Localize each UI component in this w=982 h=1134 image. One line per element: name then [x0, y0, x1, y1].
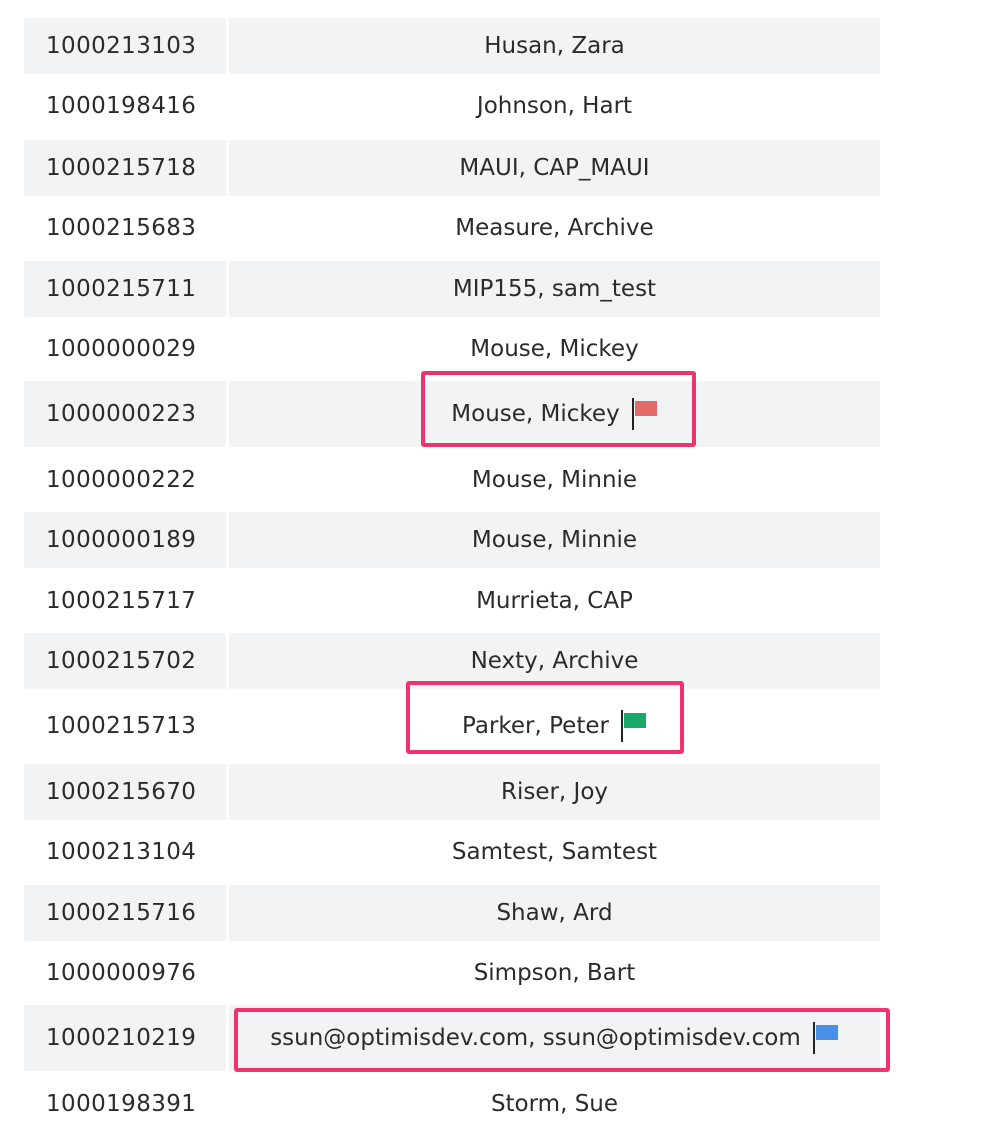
name-cell[interactable]	[229, 633, 880, 689]
name-text: Johnson, Hart	[476, 93, 633, 119]
name-cell[interactable]	[229, 381, 880, 447]
name-text: MIP155, sam_test	[452, 276, 657, 302]
id-cell: 1000213103	[24, 18, 226, 74]
table-row[interactable]	[24, 452, 880, 508]
table-row[interactable]	[24, 633, 880, 689]
table-row[interactable]	[24, 140, 880, 196]
table-row[interactable]	[24, 512, 880, 568]
name-text: Measure, Archive	[455, 215, 654, 241]
id-cell: 1000000189	[24, 512, 226, 568]
id-cell: 1000215670	[24, 764, 226, 820]
name-text: Shaw, Ard	[496, 900, 613, 926]
name-cell[interactable]	[229, 824, 880, 880]
name-cell[interactable]	[229, 764, 880, 820]
name-text: Mouse, Minnie	[471, 527, 638, 553]
name-cell[interactable]	[229, 1076, 880, 1132]
name-cell[interactable]	[229, 18, 880, 74]
id-cell: 1000000976	[46, 960, 197, 986]
id-cell: 1000198391	[46, 1091, 197, 1117]
name-text: ssun@optimisdev.com, ssun@optimisdev.com	[270, 1025, 801, 1051]
blue-flag-icon[interactable]	[813, 1022, 839, 1054]
id-cell: 1000215702	[24, 633, 226, 689]
id-cell: 1000213104	[46, 839, 197, 865]
name-cell[interactable]	[229, 200, 880, 256]
name-text: Nexty, Archive	[470, 648, 639, 674]
table-row[interactable]	[24, 573, 880, 629]
name-cell[interactable]	[229, 512, 880, 568]
table-row[interactable]	[24, 764, 880, 820]
id-cell: 1000198416	[46, 93, 197, 119]
name-text: Mouse, Minnie	[471, 467, 638, 493]
name-text: Mouse, Mickey	[451, 401, 620, 427]
name-cell[interactable]	[229, 1005, 880, 1071]
id-cell: 1000215718	[24, 140, 226, 196]
table-row[interactable]	[24, 945, 880, 1001]
id-cell: 1000000223	[24, 381, 226, 447]
name-text: Storm, Sue	[490, 1091, 619, 1117]
table-row[interactable]	[24, 1005, 880, 1071]
id-cell: 1000000029	[46, 336, 197, 362]
id-cell: 1000210219	[24, 1005, 226, 1071]
id-cell: 1000215716	[24, 885, 226, 941]
table-row[interactable]	[24, 261, 880, 317]
id-cell: 1000215711	[24, 261, 226, 317]
table-row[interactable]	[24, 78, 880, 134]
table-row[interactable]	[24, 1076, 880, 1132]
id-cell: 1000215713	[46, 713, 197, 739]
table-row[interactable]	[24, 321, 880, 377]
red-flag-icon[interactable]	[632, 398, 658, 430]
name-cell[interactable]	[229, 78, 880, 134]
name-cell[interactable]	[229, 693, 880, 759]
id-cell: 1000215717	[46, 588, 197, 614]
table-row[interactable]	[24, 824, 880, 880]
name-text: Riser, Joy	[500, 779, 609, 805]
name-text: MAUI, CAP_MAUI	[459, 155, 650, 181]
table-row[interactable]	[24, 381, 880, 447]
name-text: Murrieta, CAP	[476, 588, 633, 614]
green-flag-icon[interactable]	[621, 710, 647, 742]
name-text: Husan, Zara	[484, 33, 625, 59]
table-row[interactable]	[24, 200, 880, 256]
name-text: Parker, Peter	[462, 713, 609, 739]
name-text: Samtest, Samtest	[451, 839, 658, 865]
name-cell[interactable]	[229, 452, 880, 508]
name-cell[interactable]	[229, 140, 880, 196]
name-cell[interactable]	[229, 573, 880, 629]
table-row[interactable]	[24, 18, 880, 74]
name-cell[interactable]	[229, 261, 880, 317]
id-cell: 1000215683	[46, 215, 197, 241]
name-text: Simpson, Bart	[473, 960, 636, 986]
id-cell: 1000000222	[46, 467, 197, 493]
name-text: Mouse, Mickey	[470, 336, 639, 362]
name-cell[interactable]	[229, 885, 880, 941]
name-cell[interactable]	[229, 945, 880, 1001]
table-row[interactable]	[24, 885, 880, 941]
name-cell[interactable]	[229, 321, 880, 377]
table-row[interactable]	[24, 693, 880, 759]
